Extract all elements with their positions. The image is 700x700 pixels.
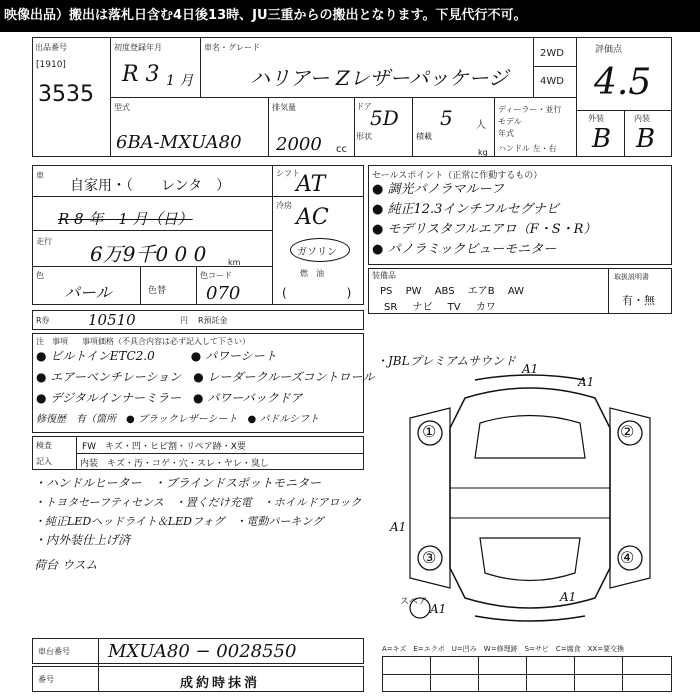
first-reg-label: 初度登録年月 bbox=[114, 43, 162, 52]
wheel-mark-front-right: ② bbox=[620, 422, 635, 441]
recycle-unit: 円 bbox=[180, 316, 188, 325]
lot-number: 3535 bbox=[38, 82, 94, 107]
score-label: 評価点 bbox=[595, 45, 623, 55]
wheel-mark-front-left: ① bbox=[422, 422, 437, 441]
usage-value: 自家用・（ レンタ ） bbox=[70, 178, 231, 194]
interior-grade: B bbox=[636, 124, 656, 154]
handwritten-note: 荷台 ウスム bbox=[34, 558, 98, 572]
fuel-brackets: ( ) bbox=[282, 286, 352, 300]
note-row: ● エアーベンチレーション ● レーダークルーズコントロール bbox=[36, 370, 375, 384]
reg-month: 1 月 bbox=[166, 73, 194, 89]
inspection-value: R 8 年 1 月（日） bbox=[58, 210, 193, 228]
mileage-unit: km bbox=[228, 258, 241, 267]
weight-unit: kg bbox=[478, 148, 488, 157]
recycle-label: R券 bbox=[36, 316, 50, 325]
number-label: 番号 bbox=[38, 675, 54, 684]
lot-label: 出品番号 bbox=[35, 43, 67, 52]
score-value: 4.5 bbox=[594, 62, 652, 103]
displacement-unit: cc bbox=[336, 144, 347, 155]
model-label: モデル bbox=[498, 117, 522, 126]
type-value: 6BA-MXUA80 bbox=[116, 132, 242, 153]
doors-label: ドア bbox=[356, 102, 372, 111]
exterior-grade: B bbox=[592, 124, 612, 154]
note-row: 修復歴 有（箇所 ● ブラックレザーシート ● パドルシフト bbox=[36, 414, 319, 425]
handwritten-note: ・内外装仕上げ済 bbox=[34, 533, 131, 547]
shape-label: 形状 bbox=[356, 132, 372, 141]
handle-label: ハンドル 左・右 bbox=[498, 144, 557, 153]
mileage-label: 走行 bbox=[36, 237, 52, 246]
fuel-value: ガソリン bbox=[297, 247, 337, 258]
model-name-label: 車名・グレード bbox=[204, 43, 260, 52]
fw-row: FW キズ・凹・ヒビ割・リペア跡・X要 bbox=[82, 442, 246, 452]
handwritten-note: ・ハンドルヒーター ・ブラインドスポットモニター bbox=[34, 476, 322, 490]
damage-legend: A=キズ E=エクボ U=凹み W=修理跡 S=サビ C=腐食 XX=要交換 bbox=[382, 645, 625, 653]
equipment-row-1: PS PW ABS エアB AW bbox=[380, 286, 524, 297]
handwritten-note: ・トヨタセーフティセンス ・置くだけ充電 ・ホイルドアロック bbox=[34, 496, 362, 509]
drive-4wd: 4WD bbox=[540, 76, 564, 87]
selling-points-list bbox=[372, 180, 596, 260]
capacity-value: 5 bbox=[440, 106, 453, 130]
car-label: 車 bbox=[36, 171, 44, 180]
selling-point-item: ● パノラミックビューモニター bbox=[372, 242, 557, 257]
damage-mark-rear: A1 bbox=[560, 590, 577, 604]
handwritten-notes bbox=[34, 474, 361, 575]
ac-label: 冷房 bbox=[276, 201, 292, 210]
type-label: 型式 bbox=[114, 103, 130, 112]
reg-year: R 3 bbox=[122, 62, 160, 87]
wheel-mark-rear-right: ④ bbox=[620, 548, 635, 567]
damage-mark-right: A1 bbox=[578, 375, 595, 389]
selling-point-item: ● 調光パノラマルーフ bbox=[372, 182, 504, 197]
displacement-label: 排気量 bbox=[272, 103, 296, 112]
recycle-value: 10510 bbox=[88, 311, 136, 329]
number-value: 成約時抹消 bbox=[180, 676, 261, 691]
car-diagram bbox=[370, 368, 690, 628]
notes-label: 注 事項 bbox=[36, 337, 68, 346]
handwritten-note: ・純正LEDヘッドライト＆LEDフォグ ・電動パーキング bbox=[34, 515, 324, 528]
note-row: ● デジタルインナーミラー ● パワーバックドア bbox=[36, 391, 303, 405]
inspector-label: 検査 bbox=[36, 441, 52, 450]
year-model-label: 年式 bbox=[498, 129, 514, 138]
damage-mark-front: A1 bbox=[522, 362, 539, 376]
weight-label: 積載 bbox=[416, 132, 432, 141]
spare-label: スペア bbox=[400, 597, 428, 607]
displacement-value: 2000 bbox=[276, 134, 322, 155]
model-name: ハリアー Zレザーパッケージ bbox=[250, 66, 509, 90]
drive-2wd: 2WD bbox=[540, 48, 564, 59]
capacity-unit: 人 bbox=[476, 120, 486, 131]
notes-header: 事項価格（不具合内容は必ず記入して下さい） bbox=[82, 337, 250, 346]
selling-point-item: ● 純正12.3インチフルセグナビ bbox=[372, 202, 559, 217]
interior-label: 内装 bbox=[634, 114, 650, 123]
damage-mark-left: A1 bbox=[390, 520, 407, 534]
damage-mark-spare: A1 bbox=[430, 602, 447, 616]
exterior-label: 外装 bbox=[588, 114, 604, 123]
chassis-label: 車台番号 bbox=[38, 647, 70, 656]
color-value: パール bbox=[64, 283, 112, 302]
note-row: ● ビルトインETC2.0 ● パワーシート bbox=[36, 349, 277, 363]
shift-value: AT bbox=[296, 172, 326, 197]
jbl-note: ・JBLプレミアムサウンド bbox=[376, 354, 517, 368]
notes-list bbox=[36, 346, 374, 430]
shift-label: シフト bbox=[276, 169, 300, 178]
mileage-value: 6万9千0 0 0 bbox=[90, 242, 207, 266]
fuel-label: 燃 油 bbox=[300, 269, 324, 278]
chassis-number: MXUA80 − 0028550 bbox=[108, 641, 297, 662]
color-change-label: 色替 bbox=[148, 286, 167, 296]
equipment-row-2: SR ナビ TV カワ bbox=[384, 302, 496, 313]
equipment-title: 装備品 bbox=[372, 271, 396, 280]
inspector-entry: 記入 bbox=[36, 457, 52, 466]
wheel-mark-rear-left: ③ bbox=[422, 548, 437, 567]
selling-point-item: ● モデリスタフルエアロ（F・S・R） bbox=[372, 222, 597, 237]
manual-value: 有・無 bbox=[622, 294, 655, 307]
lot-prefix: [1910] bbox=[36, 60, 66, 70]
ac-value: AC bbox=[296, 205, 329, 230]
color-code: 070 bbox=[206, 283, 241, 304]
color-code-label: 色コード bbox=[200, 271, 232, 280]
doors-value: 5D bbox=[370, 106, 399, 130]
selling-points-title: セールスポイント（正常に作動するもの） bbox=[372, 171, 543, 181]
manual-label: 取扱説明書 bbox=[614, 273, 649, 281]
inside-row: 内装 キズ・汚・コゲ・穴・スレ・ヤレ・臭し bbox=[80, 459, 269, 469]
dealer-label: ディーラー・並行 bbox=[498, 105, 562, 114]
recycle-note: R預託金 bbox=[198, 316, 228, 325]
color-label: 色 bbox=[36, 271, 44, 280]
notice-banner: 映像出品）搬出は落札日含む4日後13時、JU三重からの搬出となります。下見代行不可。 bbox=[0, 0, 700, 32]
